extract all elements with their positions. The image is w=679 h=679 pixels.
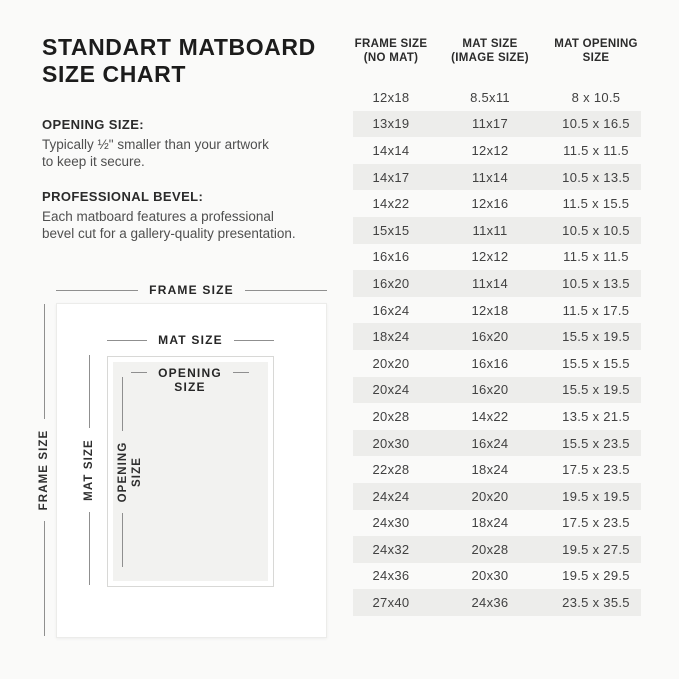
- mat-size-cell: 11x17: [472, 116, 508, 132]
- mat-opening-cell: 10.5 x 13.5: [562, 169, 630, 185]
- mat-opening-cell: 23.5 x 35.5: [562, 595, 630, 611]
- label-line: [233, 372, 249, 373]
- header-line: MAT OPENING: [554, 38, 638, 50]
- mat-opening-cell: 15.5 x 23.5: [562, 435, 630, 451]
- table-row: [353, 190, 641, 217]
- table-row: [353, 297, 641, 324]
- mat-size-label-text: MAT SIZE: [83, 439, 95, 501]
- frame-size-cell: 24x30: [372, 515, 410, 531]
- label-line: [122, 513, 123, 567]
- mat-opening-cell: 10.5 x 13.5: [562, 275, 630, 291]
- frame-size-label-text: FRAME SIZE: [38, 429, 50, 511]
- label-line: [122, 377, 123, 431]
- opening-size-text-line: Typically ½" smaller than your artwork: [42, 137, 269, 152]
- table-row: [353, 430, 641, 457]
- table-row: [353, 403, 641, 430]
- opening-size-label-left: [116, 377, 144, 567]
- frame-size-label-top: [56, 283, 327, 297]
- mat-size-cell: 12x16: [471, 196, 509, 212]
- frame-size-cell: 27x40: [372, 595, 410, 611]
- mat-opening-cell: 19.5 x 29.5: [562, 568, 630, 584]
- mat-opening-cell: 17.5 x 23.5: [562, 515, 630, 531]
- mat-opening-cell: 19.5 x 27.5: [562, 541, 630, 557]
- mat-size-cell: 16x16: [471, 355, 509, 371]
- mat-opening-cell: 19.5 x 19.5: [562, 488, 630, 504]
- mat-size-cell: 16x20: [471, 382, 509, 398]
- opening-size-section: [42, 117, 347, 170]
- mat-size-cell: 11x14: [472, 169, 508, 185]
- professional-bevel-text: [42, 208, 347, 242]
- mat-size-cell: 16x24: [471, 435, 509, 451]
- opening-size-heading: OPENING SIZE:: [42, 117, 144, 132]
- professional-bevel-text-line: Each matboard features a professional: [42, 209, 274, 224]
- table-row: [353, 589, 641, 616]
- title-line-2: SIZE CHART: [42, 61, 186, 87]
- mat-size-cell: 20x20: [471, 488, 509, 504]
- table-row: [353, 483, 641, 510]
- table-row: [353, 377, 641, 404]
- header-mat-opening: [551, 37, 641, 65]
- mat-size-cell: 20x30: [471, 568, 509, 584]
- opening-label-line: SIZE: [131, 457, 143, 487]
- label-line: [44, 521, 45, 636]
- header-mat-size: [429, 37, 551, 65]
- table-row: [353, 164, 641, 191]
- mat-opening-cell: 10.5 x 10.5: [562, 222, 630, 238]
- table-row: [353, 217, 641, 244]
- professional-bevel-heading: PROFESSIONAL BEVEL:: [42, 189, 204, 204]
- table-row: [353, 111, 641, 138]
- label-line: [131, 372, 147, 373]
- mat-size-cell: 8.5x11: [470, 89, 510, 105]
- frame-size-cell: 13x19: [372, 116, 410, 132]
- frame-size-cell: 15x15: [372, 222, 410, 238]
- header-line: (IMAGE SIZE): [451, 52, 529, 64]
- table-row: [353, 270, 641, 297]
- page-title: [42, 34, 316, 88]
- mat-size-label-left: [82, 355, 96, 585]
- header-line: MAT SIZE: [462, 38, 518, 50]
- professional-bevel-section: [42, 189, 347, 242]
- label-line: [89, 512, 90, 585]
- mat-opening-cell: 17.5 x 23.5: [562, 462, 630, 478]
- mat-opening-cell: 11.5 x 11.5: [563, 249, 629, 265]
- mat-size-cell: 16x20: [471, 329, 509, 345]
- header-line: FRAME SIZE: [354, 38, 428, 50]
- size-table: [353, 37, 641, 616]
- frame-size-cell: 24x24: [372, 488, 410, 504]
- opening-size-label-top: [131, 366, 249, 394]
- mat-size-cell: 11x14: [472, 275, 508, 291]
- table-row: [353, 536, 641, 563]
- opening-size-text: [42, 136, 347, 170]
- frame-size-cell: 16x16: [372, 249, 410, 265]
- label-line: [107, 340, 147, 341]
- opening-label-line: OPENING: [117, 441, 129, 503]
- mat-opening-cell: 8 x 10.5: [571, 89, 621, 105]
- label-line: [234, 340, 274, 341]
- frame-size-cell: 18x24: [372, 329, 410, 345]
- size-table-header: [353, 37, 641, 65]
- mat-opening-cell: 15.5 x 19.5: [562, 329, 630, 345]
- table-row: [353, 510, 641, 537]
- table-row: [353, 323, 641, 350]
- mat-opening-cell: 11.5 x 17.5: [562, 302, 630, 318]
- mat-size-cell: 14x22: [471, 408, 509, 424]
- frame-size-cell: 14x22: [372, 196, 410, 212]
- mat-size-label-text: MAT SIZE: [158, 333, 223, 347]
- opening-size-text-line: to keep it secure.: [42, 154, 145, 169]
- table-row: [353, 244, 641, 271]
- frame-size-cell: 22x28: [372, 462, 410, 478]
- mat-opening-cell: 15.5 x 15.5: [562, 355, 630, 371]
- mat-opening-cell: 13.5 x 21.5: [562, 408, 630, 424]
- header-line: (NO MAT): [363, 52, 419, 64]
- professional-bevel-text-line: bevel cut for a gallery-quality presentation.: [42, 226, 296, 241]
- frame-size-cell: 24x32: [372, 541, 410, 557]
- frame-size-cell: 20x30: [372, 435, 410, 451]
- table-row: [353, 350, 641, 377]
- opening-size-label-text: [116, 442, 144, 503]
- header-line: SIZE: [582, 52, 610, 64]
- frame-size-label-text: FRAME SIZE: [149, 283, 234, 297]
- opening-size-label-text: [158, 366, 222, 394]
- size-table-body: [353, 84, 641, 616]
- table-row: [353, 456, 641, 483]
- frame-size-cell: 20x28: [372, 408, 410, 424]
- label-line: [56, 290, 138, 291]
- title-line-1: STANDART MATBOARD: [42, 34, 316, 60]
- mat-size-cell: 18x24: [471, 462, 509, 478]
- opening-label-line: SIZE: [174, 380, 206, 394]
- frame-size-cell: 16x24: [372, 302, 410, 318]
- table-row: [353, 563, 641, 590]
- mat-opening-cell: 15.5 x 19.5: [562, 382, 630, 398]
- mat-size-cell: 11x11: [472, 222, 508, 238]
- mat-size-cell: 20x28: [471, 541, 509, 557]
- mat-size-cell: 24x36: [471, 595, 509, 611]
- mat-size-cell: 18x24: [471, 515, 509, 531]
- mat-size-cell: 12x12: [471, 142, 509, 158]
- mat-size-cell: 12x18: [471, 302, 509, 318]
- mat-opening-cell: 11.5 x 15.5: [562, 196, 630, 212]
- frame-size-cell: 16x20: [372, 275, 410, 291]
- table-row: [353, 137, 641, 164]
- frame-size-cell: 14x17: [372, 169, 410, 185]
- mat-size-cell: 12x12: [471, 249, 509, 265]
- opening-label-line: OPENING: [158, 366, 222, 380]
- frame-size-cell: 24x36: [372, 568, 410, 584]
- label-line: [44, 304, 45, 419]
- table-row: [353, 84, 641, 111]
- header-frame-size: [353, 37, 429, 65]
- frame-size-cell: 20x20: [372, 355, 410, 371]
- mat-size-label-top: [107, 333, 274, 347]
- mat-opening-cell: 10.5 x 16.5: [562, 116, 630, 132]
- frame-size-cell: 14x14: [372, 142, 410, 158]
- frame-size-cell: 12x18: [372, 89, 410, 105]
- label-line: [245, 290, 327, 291]
- frame-size-cell: 20x24: [372, 382, 410, 398]
- mat-opening-cell: 11.5 x 11.5: [563, 142, 629, 158]
- frame-size-label-left: [37, 304, 51, 636]
- label-line: [89, 355, 90, 428]
